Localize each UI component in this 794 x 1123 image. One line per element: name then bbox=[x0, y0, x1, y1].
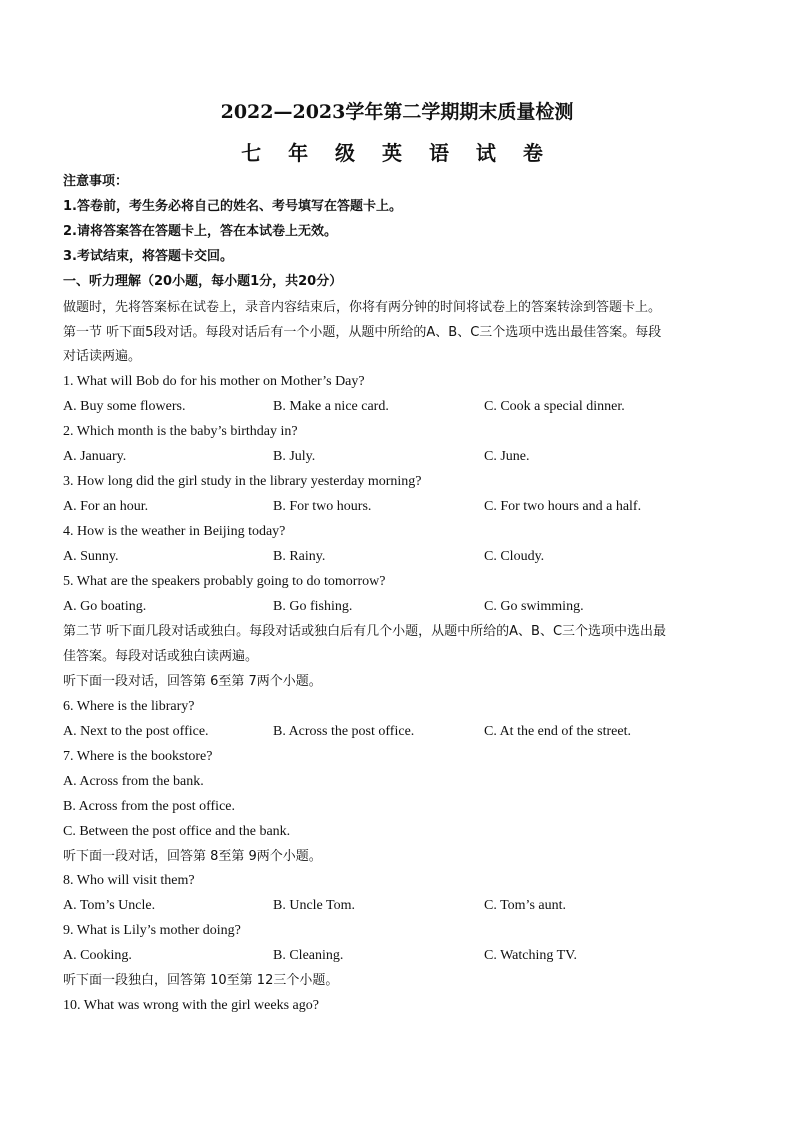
q6-option-c: C. At the end of the street. bbox=[484, 724, 631, 739]
q9-option-c: C. Watching TV. bbox=[484, 948, 577, 963]
q4-option-a: A. Sunny. bbox=[63, 549, 119, 564]
part1-heading: 一、听力理解（20小题，每小题1分，共20分） bbox=[63, 274, 343, 289]
q5-option-c: C. Go swimming. bbox=[484, 599, 584, 614]
q2-option-b: B. July. bbox=[273, 449, 316, 464]
part1-instruction: 做题时，先将答案标在试卷上，录音内容结束后，你将有两分钟的时间将试卷上的答案转涂到答题卡上。 bbox=[63, 300, 662, 315]
question-8: 8. Who will visit them? bbox=[63, 873, 195, 888]
section2-line1: 第二节 听下面几段对话或独白。每段对话或独白后有几个小题，从题中所给的A、B、C三个选项中选出最 bbox=[63, 624, 667, 639]
q8-option-a: A. Tom’s Uncle. bbox=[63, 898, 156, 913]
question-2: 2. Which month is the baby’s birthday in? bbox=[63, 424, 298, 439]
q9-option-a: A. Cooking. bbox=[63, 948, 132, 963]
exam-title: 2022—2023学年第二学期期末质量检测 bbox=[220, 101, 574, 123]
q9-option-b: B. Cleaning. bbox=[273, 948, 344, 963]
notes-heading: 注意事项： bbox=[63, 174, 129, 189]
section2-line2: 佳答案。每段对话或独白读两遍。 bbox=[63, 649, 259, 664]
q1-option-b: B. Make a nice card. bbox=[273, 399, 389, 414]
q7-option-b: B. Across from the post office. bbox=[63, 799, 235, 814]
q4-option-c: C. Cloudy. bbox=[484, 549, 545, 564]
question-5: 5. What are the speakers probably going to do tomorrow? bbox=[63, 574, 386, 589]
question-6: 6. Where is the library? bbox=[63, 699, 195, 714]
question-1: 1. What will Bob do for his mother on Mother’s Day? bbox=[63, 374, 365, 389]
q2-option-a: A. January. bbox=[63, 449, 127, 464]
question-7: 7. Where is the bookstore? bbox=[63, 749, 213, 764]
q7-option-c: C. Between the post office and the bank. bbox=[63, 824, 291, 839]
q8-option-b: B. Uncle Tom. bbox=[273, 898, 355, 913]
q3-option-a: A. For an hour. bbox=[63, 499, 149, 514]
q5-option-b: B. Go fishing. bbox=[273, 599, 353, 614]
q6-option-b: B. Across the post office. bbox=[273, 724, 415, 739]
q3-option-b: B. For two hours. bbox=[273, 499, 372, 514]
q5-option-a: A. Go boating. bbox=[63, 599, 147, 614]
intro-6-7: 听下面一段对话，回答第 6至第 7两个小题。 bbox=[63, 674, 322, 689]
q8-option-c: C. Tom’s aunt. bbox=[484, 898, 566, 913]
q7-option-a: A. Across from the bank. bbox=[63, 774, 204, 789]
q1-option-c: C. Cook a special dinner. bbox=[484, 399, 625, 414]
intro-10-12: 听下面一段独白，回答第 10至第 12三个小题。 bbox=[63, 973, 339, 988]
exam-subtitle: 七 年 级 英 语 试 卷 bbox=[241, 141, 553, 165]
q1-option-a: A. Buy some flowers. bbox=[63, 399, 186, 414]
note-item-3: 3.考试结束，将答题卡交回。 bbox=[63, 249, 233, 264]
question-9: 9. What is Lily’s mother doing? bbox=[63, 923, 241, 938]
intro-8-9: 听下面一段对话，回答第 8至第 9两个小题。 bbox=[63, 849, 322, 864]
question-10: 10. What was wrong with the girl weeks ago? bbox=[63, 998, 319, 1013]
section1-line1: 第一节 听下面5段对话。每段对话后有一个小题，从题中所给的A、B、C三个选项中选出最佳答案。每段 bbox=[63, 325, 662, 340]
q2-option-c: C. June. bbox=[484, 449, 530, 464]
q3-option-c: C. For two hours and a half. bbox=[484, 499, 642, 514]
question-3: 3. How long did the girl study in the library yesterday morning? bbox=[63, 474, 422, 489]
question-4: 4. How is the weather in Beijing today? bbox=[63, 524, 286, 539]
note-item-2: 2.请将答案答在答题卡上，答在本试卷上无效。 bbox=[63, 224, 337, 239]
section1-line2: 对话读两遍。 bbox=[63, 349, 142, 364]
q4-option-b: B. Rainy. bbox=[273, 549, 326, 564]
note-item-1: 1.答卷前，考生务必将自己的姓名、考号填写在答题卡上。 bbox=[63, 199, 402, 214]
q6-option-a: A. Next to the post office. bbox=[63, 724, 209, 739]
